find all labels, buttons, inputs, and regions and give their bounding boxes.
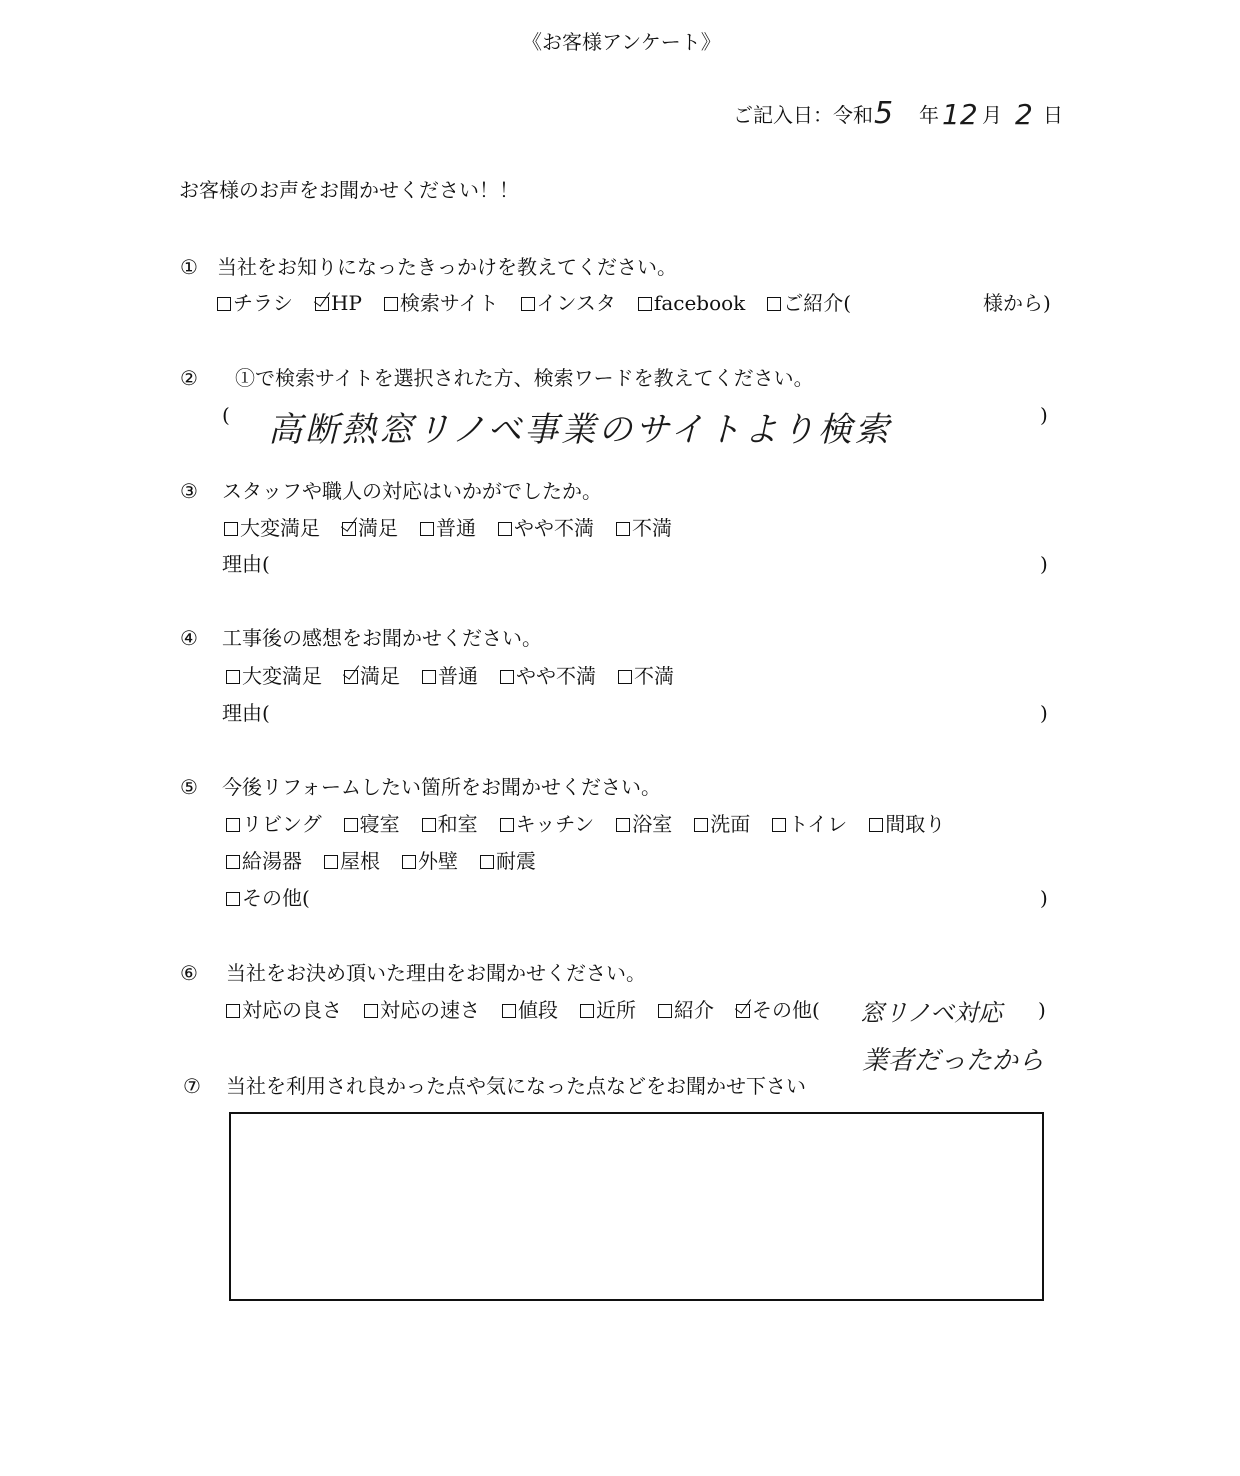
q2-number: ② xyxy=(180,366,198,390)
q4-option-somewhat-dissatisfied[interactable]: やや不満 xyxy=(500,664,596,688)
q5-option-living[interactable]: リビング xyxy=(226,812,322,836)
q1-number: ① xyxy=(180,255,198,279)
checkbox-checked[interactable] xyxy=(344,670,358,684)
q6-options xyxy=(226,998,820,1022)
date-day-value[interactable]: 2 xyxy=(1015,98,1033,131)
checkbox[interactable] xyxy=(498,522,512,536)
checkbox-checked[interactable] xyxy=(315,297,329,311)
checkbox[interactable] xyxy=(422,818,436,832)
checkbox[interactable] xyxy=(324,855,338,869)
date-month-unit: 月 xyxy=(982,103,1002,127)
q6-other-close: ) xyxy=(1038,998,1046,1022)
q1-option-search-site[interactable]: 検索サイト xyxy=(384,291,499,315)
q5-other-label: その他( xyxy=(242,886,310,910)
checkbox[interactable] xyxy=(402,855,416,869)
q3-option-satisfied[interactable]: 満足 xyxy=(342,516,398,540)
q3-options xyxy=(224,516,694,540)
q1-option-instagram[interactable]: インスタ xyxy=(521,291,616,315)
checkbox[interactable] xyxy=(344,818,358,832)
checkbox[interactable] xyxy=(767,297,781,311)
q6-option-fast-response[interactable]: 対応の速さ xyxy=(364,998,480,1022)
checkbox[interactable] xyxy=(869,818,883,832)
checkbox[interactable] xyxy=(226,670,240,684)
q3-option-neutral[interactable]: 普通 xyxy=(420,516,476,540)
q4-question: 工事後の感想をお聞かせください。 xyxy=(222,626,542,650)
q4-options xyxy=(226,664,696,688)
checkbox[interactable] xyxy=(384,297,398,311)
intro-text: お客様のお声をお聞かせください！！ xyxy=(179,178,519,202)
q2-question: ①で検索サイトを選択された方、検索ワードを教えてください。 xyxy=(235,366,814,390)
checkbox[interactable] xyxy=(502,1004,516,1018)
q3-question: スタッフや職人の対応はいかがでしたか。 xyxy=(222,479,602,503)
q7-number: ⑦ xyxy=(183,1074,201,1098)
q4-option-satisfied[interactable]: 満足 xyxy=(344,664,400,688)
q2-open-paren: ( xyxy=(222,403,230,427)
checkbox[interactable] xyxy=(521,297,535,311)
q5-number: ⑤ xyxy=(180,775,198,799)
q5-option-toilet[interactable]: トイレ xyxy=(772,812,847,836)
checkbox[interactable] xyxy=(226,892,240,906)
q6-number: ⑥ xyxy=(180,961,198,985)
q6-other-answer-line1[interactable]: 窓リノベ対応 xyxy=(860,999,1003,1027)
checkbox[interactable] xyxy=(580,1004,594,1018)
q7-question: 当社を利用され良かった点や気になった点などをお聞かせ下さい xyxy=(226,1074,806,1098)
date-label: ご記入日：令和 xyxy=(733,103,873,127)
checkbox[interactable] xyxy=(500,818,514,832)
page-title: 《お客様アンケート》 xyxy=(522,30,721,54)
checkbox[interactable] xyxy=(224,522,238,536)
date-month-value[interactable]: 12 xyxy=(942,98,978,131)
date-year-unit: 年 xyxy=(919,103,939,127)
q5-option-japanese-room[interactable]: 和室 xyxy=(422,812,478,836)
q5-option-exterior-wall[interactable]: 外壁 xyxy=(402,849,458,873)
q6-option-referral[interactable]: 紹介 xyxy=(658,998,714,1022)
checkbox[interactable] xyxy=(658,1004,672,1018)
q4-reason-close: ) xyxy=(1040,701,1048,725)
q4-option-neutral[interactable]: 普通 xyxy=(422,664,478,688)
q5-question: 今後リフォームしたい箇所をお聞かせください。 xyxy=(222,775,661,799)
q5-option-washroom[interactable]: 洗面 xyxy=(694,812,750,836)
checkbox[interactable] xyxy=(226,1004,240,1018)
q4-option-very-satisfied[interactable]: 大変満足 xyxy=(226,664,322,688)
q5-option-bedroom[interactable]: 寝室 xyxy=(344,812,400,836)
q6-option-price[interactable]: 値段 xyxy=(502,998,558,1022)
q1-option-facebook[interactable]: facebook xyxy=(638,291,745,315)
checkbox[interactable] xyxy=(217,297,231,311)
q5-option-kitchen[interactable]: キッチン xyxy=(500,812,595,836)
q3-reason-close: ) xyxy=(1040,552,1048,576)
checkbox[interactable] xyxy=(422,670,436,684)
q5-options-row1 xyxy=(226,812,967,836)
q5-option-roof[interactable]: 屋根 xyxy=(324,849,380,873)
q5-option-layout[interactable]: 間取り xyxy=(869,812,945,836)
q1-option-referral[interactable]: ご紹介( xyxy=(767,291,851,315)
checkbox[interactable] xyxy=(616,818,630,832)
q5-option-seismic[interactable]: 耐震 xyxy=(480,849,536,873)
q6-question: 当社をお決め頂いた理由をお聞かせください。 xyxy=(226,961,646,985)
q1-referral-suffix: 様から) xyxy=(983,291,1051,315)
date-line xyxy=(733,103,873,127)
q4-number: ④ xyxy=(180,626,198,650)
q6-option-other[interactable]: その他( xyxy=(736,998,820,1022)
q3-option-somewhat-dissatisfied[interactable]: やや不満 xyxy=(498,516,594,540)
date-day-unit: 日 xyxy=(1043,103,1063,127)
q6-option-good-response[interactable]: 対応の良さ xyxy=(226,998,342,1022)
checkbox[interactable] xyxy=(364,1004,378,1018)
q1-option-hp[interactable]: HP xyxy=(315,291,362,315)
q1-option-flyer[interactable]: チラシ xyxy=(217,291,293,315)
q3-reason-label: 理由( xyxy=(222,552,270,576)
q1-options xyxy=(217,291,873,315)
checkbox[interactable] xyxy=(226,818,240,832)
q4-reason-label: 理由( xyxy=(222,701,270,725)
q3-option-very-satisfied[interactable]: 大変満足 xyxy=(224,516,320,540)
checkbox[interactable] xyxy=(420,522,434,536)
checkbox-checked[interactable] xyxy=(342,522,356,536)
q5-options-row2 xyxy=(226,849,558,873)
q3-number: ③ xyxy=(180,479,198,503)
checkbox[interactable] xyxy=(616,522,630,536)
q5-option-water-heater[interactable]: 給湯器 xyxy=(226,849,302,873)
checkbox[interactable] xyxy=(480,855,494,869)
checkbox[interactable] xyxy=(618,670,632,684)
date-year-value[interactable]: 5 xyxy=(874,96,894,131)
checkbox[interactable] xyxy=(638,297,652,311)
checkbox[interactable] xyxy=(694,818,708,832)
q6-option-nearby[interactable]: 近所 xyxy=(580,998,636,1022)
q1-question: 当社をお知りになったきっかけを教えてください。 xyxy=(217,255,677,279)
q5-option-bathroom[interactable]: 浴室 xyxy=(616,812,672,836)
q2-answer[interactable]: 高断熱窓リノベ事業のサイトより検索 xyxy=(268,410,892,450)
q5-other xyxy=(226,886,310,910)
q6-other-answer-line2[interactable]: 業者だったから xyxy=(862,1046,1045,1076)
checkbox[interactable] xyxy=(772,818,786,832)
checkbox[interactable] xyxy=(226,855,240,869)
q3-option-dissatisfied[interactable]: 不満 xyxy=(616,516,672,540)
q2-close-paren: ) xyxy=(1040,403,1048,427)
checkbox-checked[interactable] xyxy=(736,1004,750,1018)
q7-answer-box[interactable] xyxy=(229,1112,1044,1301)
q5-other-close: ) xyxy=(1040,886,1048,910)
checkbox[interactable] xyxy=(500,670,514,684)
q4-option-dissatisfied[interactable]: 不満 xyxy=(618,664,674,688)
